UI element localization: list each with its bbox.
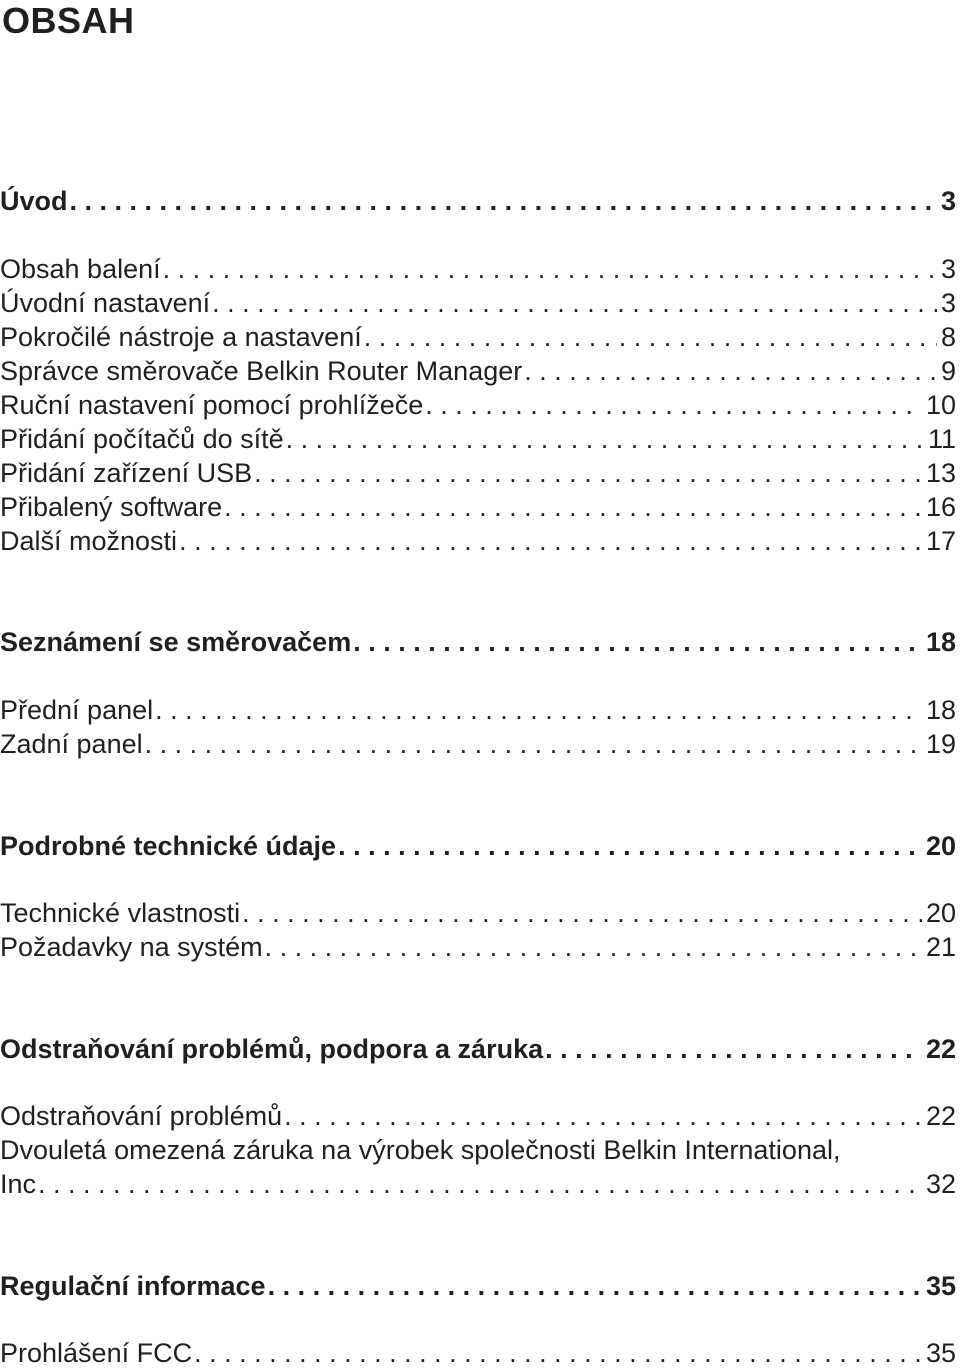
toc-label: Požadavky na systém [0, 932, 263, 962]
toc-page-number: 8 [940, 322, 956, 352]
toc-entry[interactable] [0, 1336, 960, 1370]
toc-page-number: 20 [925, 898, 956, 928]
toc-entry-wrapped-second-line[interactable] [0, 1167, 960, 1201]
toc-leader-dots [524, 354, 937, 388]
toc-label: Technické vlastnosti [0, 898, 241, 928]
toc-entry[interactable] [0, 524, 960, 558]
toc-leader-dots [425, 388, 922, 422]
toc-label: Úvod [0, 186, 68, 216]
toc-leader-dots [364, 320, 937, 354]
toc-leader-dots [338, 829, 922, 863]
toc-leader-dots [212, 286, 937, 320]
toc-page-number: 21 [925, 932, 956, 962]
toc-section-uvod[interactable] [0, 184, 960, 218]
toc-leader-dots [268, 1269, 922, 1303]
toc-label: Dvouletá omezená záruka na výrobek společnosti Belkin International, [0, 1135, 841, 1165]
toc-label: Přidání zařízení USB [0, 458, 253, 488]
toc-leader-dots [284, 1099, 922, 1133]
toc-leader-dots [70, 184, 937, 218]
toc-label: Přidání počítačů do sítě [0, 424, 284, 454]
toc-entry[interactable] [0, 456, 960, 490]
toc-entry[interactable] [0, 388, 960, 422]
toc-leader-dots [145, 727, 922, 761]
toc-entry[interactable] [0, 930, 960, 964]
toc-section-technicke-udaje[interactable] [0, 829, 960, 863]
toc-leader-dots [254, 456, 922, 490]
toc-label: Další možnosti [0, 526, 178, 556]
toc-leader-dots [163, 252, 937, 286]
toc-section-seznameni[interactable] [0, 625, 960, 659]
toc-section-odstranovani[interactable] [0, 1032, 960, 1066]
toc-label: Přibalený software [0, 492, 223, 522]
toc-entry[interactable] [0, 693, 960, 727]
toc-leader-dots [179, 524, 922, 558]
toc-label: Obsah balení [0, 254, 161, 284]
toc-label: Seznámení se směrovačem [0, 627, 352, 657]
toc-page-number: 17 [925, 526, 956, 556]
toc-page-number: 32 [925, 1169, 956, 1199]
toc-label: Úvodní nastavení [0, 288, 211, 318]
toc-page-number: 16 [925, 492, 956, 522]
toc-section-regulacni[interactable] [0, 1269, 960, 1303]
toc-entry[interactable] [0, 727, 960, 761]
toc-label: Ruční nastavení pomocí prohlížeče [0, 390, 424, 420]
toc-label: Podrobné technické údaje [0, 831, 337, 861]
toc-entry[interactable] [0, 320, 960, 354]
toc-page-number: 20 [925, 831, 956, 861]
toc-label: Prohlášení FCC [0, 1338, 193, 1368]
toc-leader-dots [265, 930, 922, 964]
toc-entry-wrapped-first-line[interactable] [0, 1133, 960, 1167]
toc-leader-dots [286, 422, 924, 456]
toc-page-number: 19 [925, 729, 956, 759]
toc-leader-dots [194, 1336, 922, 1370]
toc-page-number: 13 [925, 458, 956, 488]
toc-label: Inc [0, 1169, 37, 1199]
toc-entry[interactable] [0, 1099, 960, 1133]
toc-page-number: 35 [925, 1338, 956, 1368]
toc-page-number: 3 [940, 254, 956, 284]
toc-page-number: 11 [927, 424, 956, 454]
toc-leader-dots [38, 1167, 922, 1201]
toc-label: Zadní panel [0, 729, 143, 759]
toc-entry[interactable] [0, 252, 960, 286]
toc-page-number: 18 [925, 627, 956, 657]
toc-leader-dots [545, 1032, 922, 1066]
toc-label: Regulační informace [0, 1271, 266, 1301]
toc-page-number: 10 [925, 390, 956, 420]
toc-label: Přední panel [0, 695, 154, 725]
toc-page-number: 22 [925, 1101, 956, 1131]
toc-leader-dots [155, 693, 922, 727]
toc-label: Pokročilé nástroje a nastavení [0, 322, 362, 352]
toc-label: Odstraňování problémů, podpora a záruka [0, 1034, 544, 1064]
toc-leader-dots [224, 490, 922, 524]
toc-leader-dots [242, 896, 922, 930]
toc-page-number: 9 [940, 356, 956, 386]
toc-label: Odstraňování problémů [0, 1101, 283, 1131]
toc-page-number: 18 [925, 695, 956, 725]
toc-page-number: 3 [940, 288, 956, 318]
toc-leader-dots [353, 625, 922, 659]
toc-entry[interactable] [0, 422, 960, 456]
toc-page-number: 22 [925, 1034, 956, 1064]
page-title: OBSAH [2, 0, 135, 41]
toc-page-number: 3 [940, 186, 956, 216]
toc-entry[interactable] [0, 490, 960, 524]
toc-page-number: 35 [925, 1271, 956, 1301]
toc-label: Správce směrovače Belkin Router Manager [0, 356, 523, 386]
toc-entry[interactable] [0, 354, 960, 388]
toc-entry[interactable] [0, 286, 960, 320]
toc-entry[interactable] [0, 896, 960, 930]
